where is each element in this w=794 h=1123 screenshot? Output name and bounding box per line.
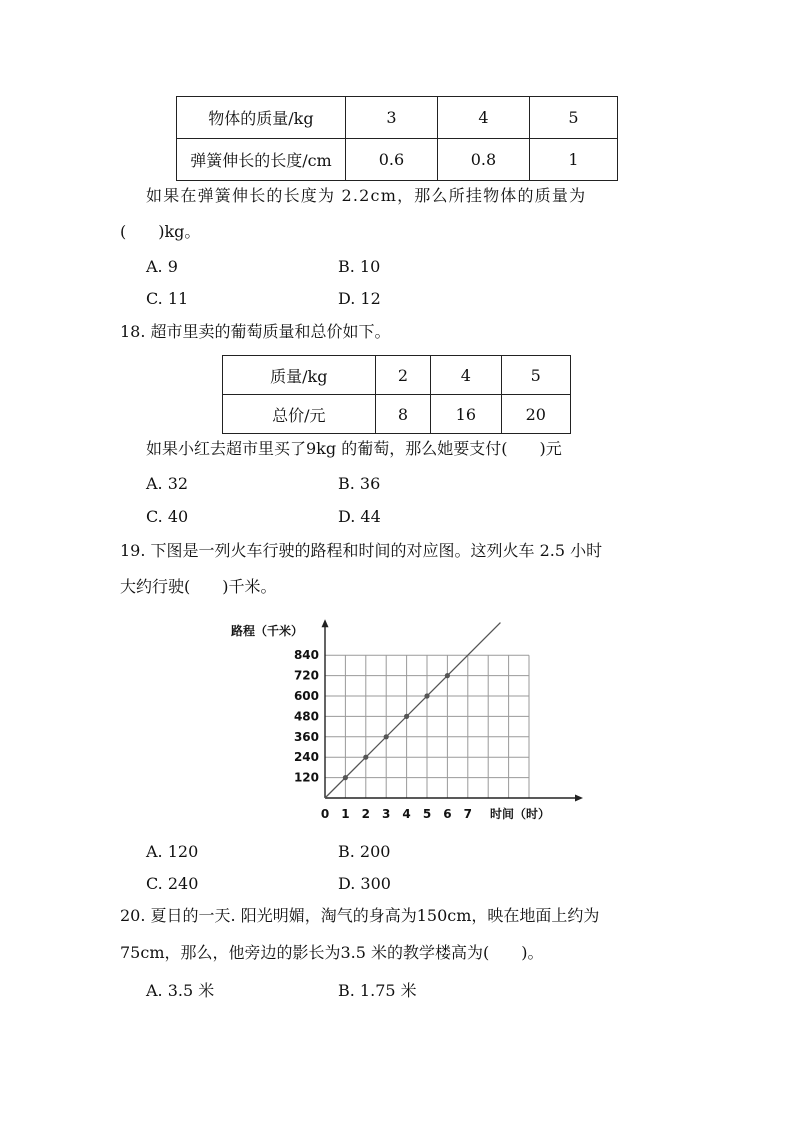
q19-option-b[interactable]: B. 200 xyxy=(338,842,391,861)
q19-stem-line2: 大约行驶( )千米。 xyxy=(120,577,277,596)
q18-text: 如果小红去超市里买了9kg 的葡萄，那么她要支付( )元 xyxy=(146,439,562,458)
y-tick-label: 480 xyxy=(293,709,319,724)
table-row xyxy=(177,139,618,181)
table-cell: 20 xyxy=(501,395,570,434)
q18-stem: 18. 超市里卖的葡萄质量和总价如下。 xyxy=(120,322,391,341)
y-tick-label: 600 xyxy=(293,689,319,703)
q17-text-line2: ( )kg。 xyxy=(120,222,201,241)
table-cell: 8 xyxy=(375,395,430,434)
table-cell: 5 xyxy=(501,356,570,395)
table-row xyxy=(177,97,618,139)
table-row xyxy=(223,356,571,395)
series-line xyxy=(325,623,500,798)
q17-option-c[interactable]: C. 11 xyxy=(146,289,189,308)
q17-option-b[interactable]: B. 10 xyxy=(338,257,381,276)
table-cell: 弹簧伸长的长度/cm xyxy=(177,139,346,181)
data-point xyxy=(343,775,348,780)
chart-grid xyxy=(325,655,529,798)
y-tick-label: 720 xyxy=(293,668,319,683)
table-cell: 2 xyxy=(375,356,430,395)
q19-stem-line1: 19. 下图是一列火车行驶的路程和时间的对应图。这列火车 2.5 小时 xyxy=(120,541,603,560)
x-tick-label: 7 xyxy=(463,807,472,821)
q18-option-a[interactable]: A. 32 xyxy=(146,474,189,493)
table-cell: 4 xyxy=(431,356,501,395)
data-point xyxy=(404,714,409,719)
y-axis-arrow-icon xyxy=(322,619,329,627)
q20-option-a[interactable]: A. 3.5 米 xyxy=(146,981,215,1000)
x-tick-label: 4 xyxy=(402,807,411,821)
x-tick-label: 1 xyxy=(341,807,350,821)
q18-option-d[interactable]: D. 44 xyxy=(338,507,381,526)
table-cell: 物体的质量/kg xyxy=(177,97,346,139)
x-tick-label: 2 xyxy=(361,807,370,821)
table-cell: 0.8 xyxy=(437,139,529,181)
q18-option-b[interactable]: B. 36 xyxy=(338,474,381,493)
table-cell: 总价/元 xyxy=(223,395,376,434)
x-tick-label: 6 xyxy=(443,807,452,821)
q17-option-a[interactable]: A. 9 xyxy=(146,257,178,276)
data-point xyxy=(384,734,389,739)
data-point xyxy=(363,755,368,760)
table-cell: 4 xyxy=(437,97,529,139)
table-cell: 0.6 xyxy=(345,139,437,181)
data-point xyxy=(445,673,450,678)
q20-stem-line2: 75cm，那么，他旁边的影长为3.5 米的教学楼高为( )。 xyxy=(120,943,544,962)
q18-option-c[interactable]: C. 40 xyxy=(146,507,189,526)
q19-option-d[interactable]: D. 300 xyxy=(338,874,391,893)
table-cell: 1 xyxy=(529,139,617,181)
table-cell: 质量/kg xyxy=(223,356,376,395)
chart-series xyxy=(325,623,500,798)
chart-axes xyxy=(322,619,584,801)
y-tick-label: 360 xyxy=(293,729,319,744)
q17-option-d[interactable]: D. 12 xyxy=(338,289,381,308)
x-tick-label: 5 xyxy=(422,807,432,821)
x-axis-arrow-icon xyxy=(575,795,583,802)
q17-text-line1: 如果在弹簧伸长的长度为 2.2cm，那么所挂物体的质量为 xyxy=(146,186,587,205)
chart-y-axis-label: 路程（千米） xyxy=(231,624,304,638)
q17-table xyxy=(176,96,618,181)
y-tick-label: 120 xyxy=(293,770,319,785)
q20-stem-line1: 20. 夏日的一天. 阳光明媚，淘气的身高为150cm，映在地面上约为 xyxy=(120,906,600,925)
x-tick-label: 3 xyxy=(382,807,391,821)
y-tick-label: 840 xyxy=(293,648,319,663)
chart-x-axis-label: 时间（时） xyxy=(490,807,551,821)
q19-option-c[interactable]: C. 240 xyxy=(146,874,199,893)
table-cell: 16 xyxy=(431,395,501,434)
table-cell: 3 xyxy=(345,97,437,139)
q19-option-a[interactable]: A. 120 xyxy=(146,842,199,861)
q18-table xyxy=(222,355,571,434)
q20-option-b[interactable]: B. 1.75 米 xyxy=(338,981,417,1000)
table-row xyxy=(223,395,571,434)
y-tick-label: 240 xyxy=(293,750,319,765)
data-point xyxy=(424,693,429,698)
table-cell: 5 xyxy=(529,97,617,139)
distance-time-chart xyxy=(225,615,595,830)
x-tick-label: 0 xyxy=(320,807,330,821)
